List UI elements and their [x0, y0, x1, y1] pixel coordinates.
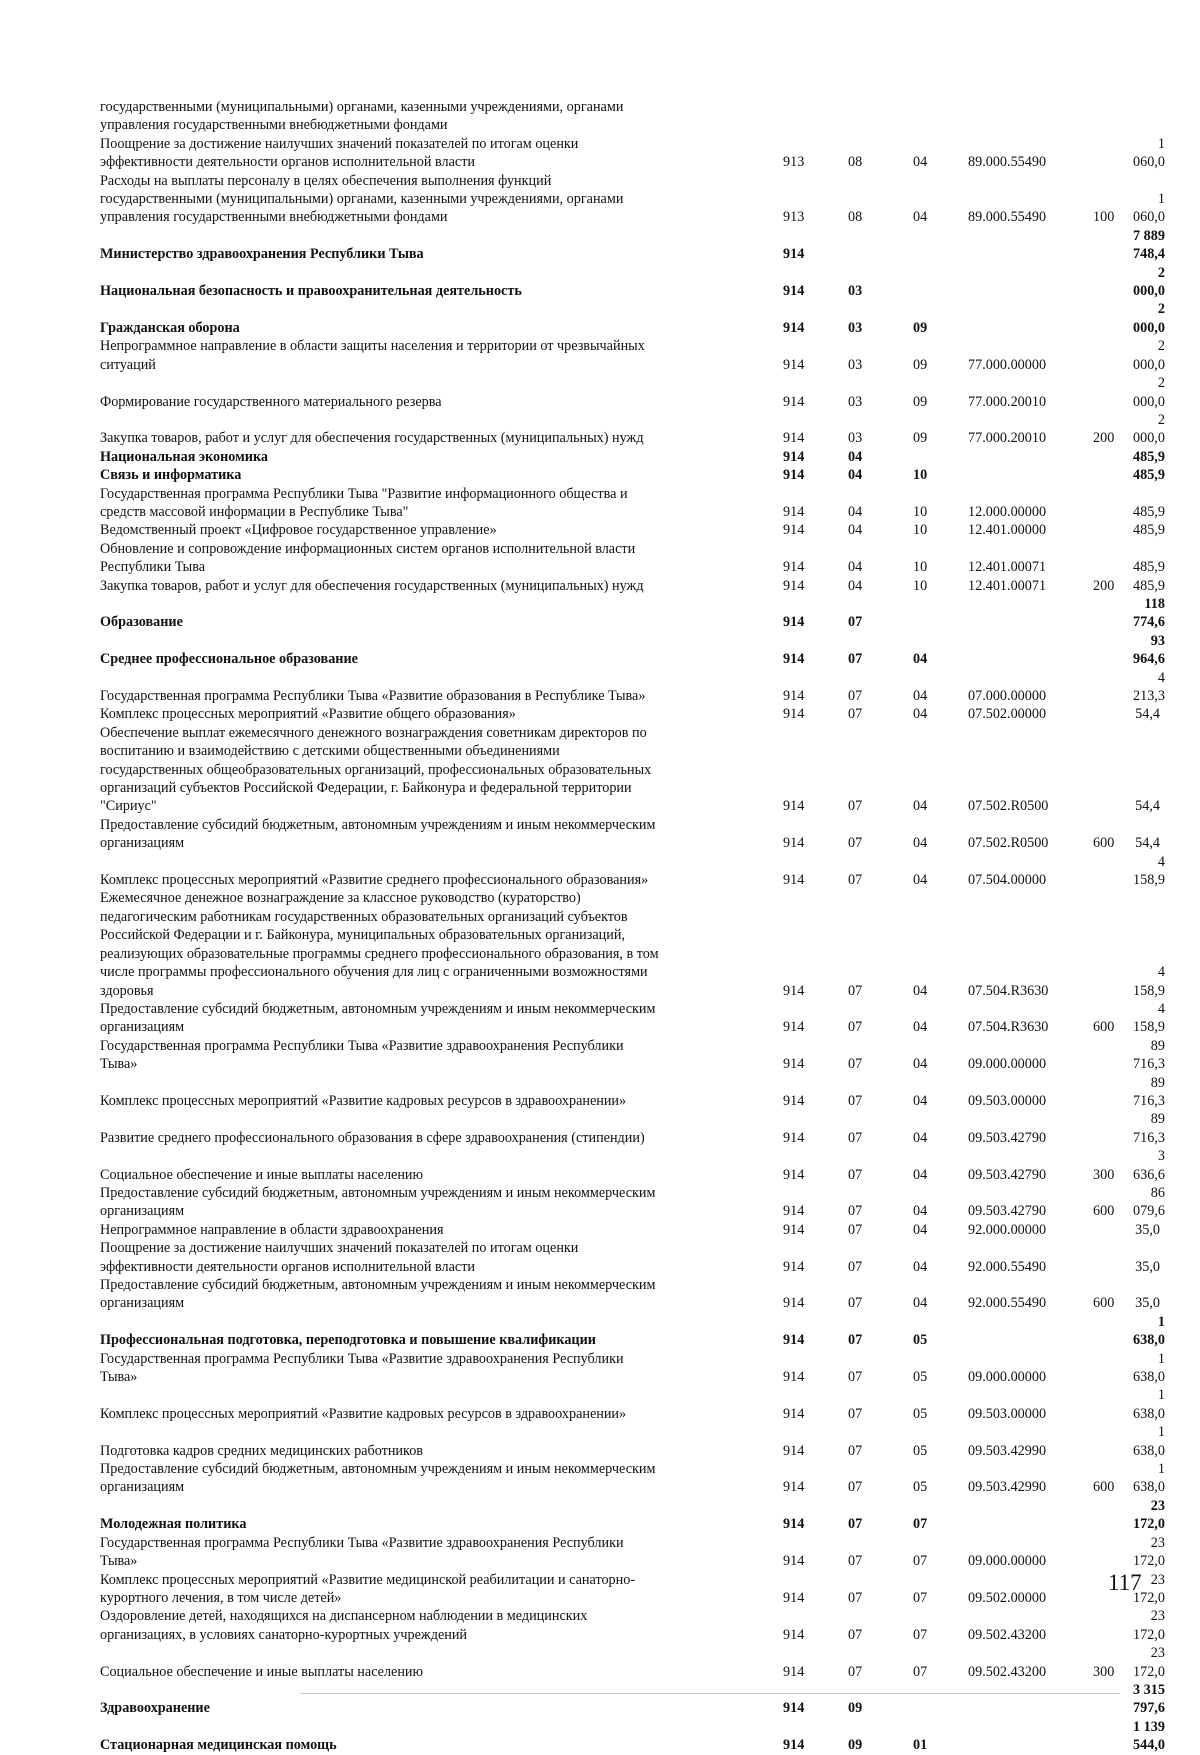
row-amount: 1 638,0 — [1133, 1350, 1165, 1386]
row-amount: 485,9 — [1133, 503, 1165, 520]
row-amount: 2 000,0 — [1133, 375, 1165, 410]
row-subsection-code: 10 — [913, 559, 928, 576]
row-section-code: 04 — [848, 577, 863, 594]
page-number: 117 — [1108, 1570, 1142, 1595]
table-row — [100, 724, 1160, 816]
row-ved-code: 914 — [783, 503, 805, 520]
row-amount: 89 716,3 — [1133, 1111, 1165, 1146]
row-amount: 35,0 — [1135, 1295, 1160, 1312]
table-row — [100, 1644, 1165, 1681]
row-name: Стационарная медицинская помощь — [100, 1737, 337, 1754]
row-target-article: 09.502.43200 — [968, 1663, 1047, 1680]
row-amount: 1 638,0 — [1133, 1313, 1165, 1349]
row-ved-code: 914 — [783, 1369, 805, 1386]
row-name: Расходы на выплаты персоналу в целях обеспечения выполнения функций государственными (муниципальными) органами, казенными учреждениями, органами управления государственными внебюджетными фондами — [100, 172, 624, 226]
row-subsection-code: 05 — [913, 1369, 928, 1386]
row-ved-code: 914 — [783, 1295, 805, 1312]
row-subsection-code: 07 — [913, 1516, 928, 1533]
row-target-article: 09.502.00000 — [968, 1589, 1047, 1606]
row-section-code: 09 — [848, 1700, 863, 1717]
row-target-article: 09.503.42990 — [968, 1442, 1047, 1459]
row-target-article: 89.000.55490 — [968, 209, 1047, 226]
row-ved-code: 914 — [783, 1589, 805, 1606]
row-target-article: 12.401.00071 — [968, 559, 1047, 576]
row-subsection-code: 04 — [913, 1129, 928, 1146]
row-amount: 4 158,9 — [1133, 964, 1165, 999]
row-section-code: 07 — [848, 1166, 863, 1183]
row-ved-code: 914 — [783, 1553, 805, 1570]
row-section-code: 04 — [848, 522, 863, 539]
row-name: Предоставление субсидий бюджетным, автономным учреждениям и иным некоммерческим организациям — [100, 1184, 656, 1220]
row-name: Комплекс процессных мероприятий «Развитие кадровых ресурсов в здравоохранении» — [100, 1092, 627, 1109]
row-name: Предоставление субсидий бюджетным, автономным учреждениям и иным некоммерческим организациям — [100, 816, 656, 852]
row-subsection-code: 04 — [913, 1295, 928, 1312]
row-amount: 4 213,3 — [1133, 669, 1165, 704]
row-name: Ежемесячное денежное вознаграждение за классное руководство (кураторство) педагогическим работникам государственных образовательных организаций субъектов Российской Федерации и г. Байконура, муниципальных образовательных организаций, реализующих образовательные программы среднего профессионального образования, в том числе программы профессионального обучения для лиц с ограниченными возможностями здоровья — [100, 890, 659, 999]
row-target-article: 09.000.00000 — [968, 1553, 1047, 1570]
table-row — [100, 1534, 1165, 1571]
table-row — [100, 485, 1165, 522]
row-name: Оздоровление детей, находящихся на диспансерном наблюдении в медицинских организациях, в условиях санаторно-курортных учреждений — [100, 1608, 588, 1643]
table-row — [100, 337, 1165, 374]
row-ved-code: 914 — [783, 614, 805, 631]
row-section-code: 07 — [848, 1092, 863, 1109]
row-ved-code: 914 — [783, 577, 805, 594]
row-amount: 485,9 — [1133, 577, 1165, 594]
table-row — [100, 1497, 1165, 1534]
row-name: Комплекс процессных мероприятий «Развитие общего образования» — [100, 706, 516, 723]
row-name: Комплекс процессных мероприятий «Развитие медицинской реабилитации и санаторно-курортного лечения, в том числе детей» — [100, 1571, 636, 1606]
row-amount: 23 172,0 — [1133, 1497, 1165, 1533]
row-section-code: 04 — [848, 503, 863, 520]
table-row — [100, 816, 1160, 853]
row-target-article: 92.000.55490 — [968, 1295, 1047, 1312]
row-section-code: 07 — [848, 872, 863, 889]
row-subsection-code: 10 — [913, 503, 928, 520]
row-name: Закупка товаров, работ и услуг для обеспечения государственных (муниципальных) нужд — [100, 430, 644, 447]
row-target-article: 12.401.00071 — [968, 577, 1047, 594]
row-name: Национальная безопасность и правоохранительная деятельность — [100, 283, 522, 300]
row-amount: 2 000,0 — [1133, 301, 1165, 336]
row-amount: 89 716,3 — [1133, 1037, 1165, 1073]
row-target-article: 77.000.20010 — [968, 393, 1047, 410]
row-amount: 4 158,9 — [1133, 853, 1165, 889]
row-ved-code: 914 — [783, 1626, 805, 1643]
row-subsection-code: 04 — [913, 651, 928, 668]
row-amount: 3 636,6 — [1133, 1148, 1165, 1183]
table-row — [100, 1681, 1165, 1718]
row-subsection-code: 04 — [913, 209, 928, 226]
row-expense-type: 100 — [1093, 209, 1115, 226]
row-amount: 2 000,0 — [1133, 264, 1165, 300]
row-target-article: 07.502.R0500 — [968, 835, 1049, 852]
row-ved-code: 913 — [783, 154, 805, 171]
table-row — [100, 227, 1165, 264]
row-section-code: 07 — [848, 1626, 863, 1643]
row-amount: 23 172,0 — [1133, 1571, 1165, 1606]
row-amount: 118 774,6 — [1133, 595, 1165, 631]
table-row — [100, 1350, 1165, 1387]
row-section-code: 07 — [848, 1663, 863, 1680]
table-row — [100, 1221, 1160, 1239]
row-amount: 35,0 — [1135, 1258, 1160, 1275]
row-ved-code: 914 — [783, 1203, 805, 1220]
table-row — [100, 540, 1165, 577]
row-subsection-code: 09 — [913, 393, 928, 410]
table-row — [100, 1000, 1165, 1037]
row-section-code: 07 — [848, 798, 863, 815]
table-row — [100, 595, 1165, 632]
row-section-code: 07 — [848, 835, 863, 852]
row-ved-code: 914 — [783, 430, 805, 447]
row-section-code: 03 — [848, 283, 863, 300]
row-target-article: 09.502.43200 — [968, 1626, 1047, 1643]
row-ved-code: 914 — [783, 1332, 805, 1349]
row-name: Закупка товаров, работ и услуг для обеспечения государственных (муниципальных) нужд — [100, 577, 644, 594]
table-row — [100, 1571, 1165, 1608]
row-section-code: 03 — [848, 393, 863, 410]
row-subsection-code: 04 — [913, 1092, 928, 1109]
table-row — [100, 1386, 1165, 1423]
row-ved-code: 914 — [783, 467, 805, 484]
table-row — [100, 1460, 1165, 1497]
table-row — [100, 889, 1165, 999]
row-name: Подготовка кадров средних медицинских работников — [100, 1442, 423, 1459]
row-target-article: 07.504.R3630 — [968, 982, 1049, 999]
row-section-code: 04 — [848, 559, 863, 576]
row-ved-code: 914 — [783, 982, 805, 999]
row-target-article: 09.503.42790 — [968, 1166, 1047, 1183]
row-ved-code: 914 — [783, 1700, 805, 1717]
row-expense-type: 600 — [1093, 1203, 1115, 1220]
row-name: Гражданская оборона — [100, 319, 240, 336]
row-section-code: 07 — [848, 1442, 863, 1459]
table-row — [100, 1184, 1165, 1221]
row-expense-type: 600 — [1093, 1479, 1115, 1496]
row-name: Государственная программа Республики Тыва «Развитие здравоохранения Республики Тыва» — [100, 1350, 624, 1386]
row-name: Обеспечение выплат ежемесячного денежного вознаграждения советникам директоров по воспитанию и взаимодействию с детскими общественными объединениями государственных общеобразовательных организаций, профессиональных образовательных организаций субъектов Российской Федерации, г. Байконура и федеральной территории "Сириус" — [100, 724, 652, 815]
row-name: Молодежная политика — [100, 1516, 247, 1533]
row-section-code: 04 — [848, 467, 863, 484]
row-subsection-code: 09 — [913, 356, 928, 373]
table-row — [100, 521, 1165, 539]
row-amount: 93 964,6 — [1133, 632, 1165, 668]
row-expense-type: 600 — [1093, 1295, 1115, 1312]
row-amount: 485,9 — [1133, 467, 1165, 484]
row-expense-type: 300 — [1093, 1166, 1115, 1183]
row-section-code: 08 — [848, 209, 863, 226]
row-name: Министерство здравоохранения Республики Тыва — [100, 246, 424, 263]
row-section-code: 07 — [848, 1258, 863, 1275]
row-name: Профессиональная подготовка, переподготовка и повышение квалификации — [100, 1332, 596, 1349]
row-amount: 4 158,9 — [1133, 1000, 1165, 1036]
row-section-code: 03 — [848, 430, 863, 447]
row-target-article: 09.503.42990 — [968, 1479, 1047, 1496]
row-ved-code: 914 — [783, 688, 805, 704]
row-target-article: 77.000.00000 — [968, 356, 1047, 373]
row-ved-code: 914 — [783, 1405, 805, 1422]
row-section-code: 07 — [848, 1553, 863, 1570]
row-ved-code: 914 — [783, 798, 805, 815]
table-row — [100, 264, 1165, 301]
row-section-code: 07 — [848, 614, 863, 631]
row-name: Здравоохранение — [100, 1700, 210, 1717]
row-target-article: 09.503.42790 — [968, 1129, 1047, 1146]
row-ved-code: 914 — [783, 1092, 805, 1109]
table-row — [100, 705, 1160, 723]
row-section-code: 09 — [848, 1737, 863, 1754]
row-target-article: 07.504.00000 — [968, 872, 1047, 889]
row-section-code: 07 — [848, 1332, 863, 1349]
row-name: Комплекс процессных мероприятий «Развитие среднего профессионального образования» — [100, 872, 649, 889]
table-row — [100, 448, 1165, 466]
row-subsection-code: 07 — [913, 1626, 928, 1643]
row-name: Государственная программа Республики Тыва «Развитие здравоохранения Республики Тыва» — [100, 1037, 624, 1073]
row-section-code: 07 — [848, 1369, 863, 1386]
row-subsection-code: 04 — [913, 1056, 928, 1073]
row-amount: 54,4 — [1135, 798, 1160, 815]
row-ved-code: 914 — [783, 522, 805, 539]
row-target-article: 07.502.R0500 — [968, 798, 1049, 815]
row-subsection-code: 04 — [913, 798, 928, 815]
row-section-code: 07 — [848, 1019, 863, 1036]
row-subsection-code: 05 — [913, 1479, 928, 1496]
row-amount: 1 139 544,0 — [1133, 1718, 1165, 1754]
row-section-code: 07 — [848, 1516, 863, 1533]
row-subsection-code: 04 — [913, 1221, 928, 1238]
row-subsection-code: 04 — [913, 1019, 928, 1036]
row-amount: 54,4 — [1135, 706, 1160, 723]
table-row — [100, 1037, 1165, 1074]
row-amount: 485,9 — [1133, 559, 1165, 576]
row-subsection-code: 05 — [913, 1332, 928, 1349]
row-subsection-code: 07 — [913, 1589, 928, 1606]
row-ved-code: 914 — [783, 319, 805, 336]
row-name: Комплекс процессных мероприятий «Развитие кадровых ресурсов в здравоохранении» — [100, 1405, 627, 1422]
row-target-article: 09.503.00000 — [968, 1405, 1047, 1422]
row-section-code: 08 — [848, 154, 863, 171]
row-expense-type: 200 — [1093, 430, 1115, 447]
row-ved-code: 914 — [783, 1479, 805, 1496]
row-expense-type: 600 — [1093, 1019, 1115, 1036]
row-ved-code: 914 — [783, 1056, 805, 1073]
row-section-code: 07 — [848, 1203, 863, 1220]
row-section-code: 04 — [848, 448, 863, 465]
row-name: Предоставление субсидий бюджетным, автономным учреждениям и иным некоммерческим организациям — [100, 1277, 656, 1312]
row-ved-code: 914 — [783, 1516, 805, 1533]
row-name: Государственная программа Республики Тыва «Развитие образования в Республике Тыва» — [100, 688, 646, 704]
row-subsection-code: 07 — [913, 1553, 928, 1570]
row-amount: 1 638,0 — [1133, 1461, 1165, 1496]
row-amount: 1 060,0 — [1133, 135, 1165, 171]
row-ved-code: 914 — [783, 1663, 805, 1680]
row-name: Формирование государственного материального резерва — [100, 393, 442, 410]
row-ved-code: 914 — [783, 1166, 805, 1183]
row-amount: 1 060,0 — [1133, 191, 1165, 226]
row-section-code: 07 — [848, 982, 863, 999]
row-subsection-code: 05 — [913, 1405, 928, 1422]
budget-table — [100, 98, 1165, 1755]
row-target-article: 12.401.00000 — [968, 522, 1047, 539]
row-ved-code: 914 — [783, 559, 805, 576]
row-ved-code: 914 — [783, 283, 805, 300]
row-ved-code: 914 — [783, 706, 805, 723]
row-ved-code: 914 — [783, 872, 805, 889]
row-target-article: 92.000.00000 — [968, 1221, 1047, 1238]
row-ved-code: 914 — [783, 1442, 805, 1459]
row-amount: 485,9 — [1133, 448, 1165, 465]
table-row — [100, 1074, 1165, 1111]
row-amount: 2 000,0 — [1133, 411, 1165, 447]
row-subsection-code: 04 — [913, 154, 928, 171]
row-section-code: 03 — [848, 319, 863, 336]
row-subsection-code: 07 — [913, 1663, 928, 1680]
row-name: Развитие среднего профессионального образования в сфере здравоохранения (стипендии) — [100, 1129, 645, 1146]
row-section-code: 07 — [848, 1589, 863, 1606]
row-target-article: 92.000.55490 — [968, 1258, 1047, 1275]
row-section-code: 07 — [848, 688, 863, 704]
table-row — [100, 1147, 1165, 1184]
row-name: государственными (муниципальными) органами, казенными учреждениями, органами управления государственными внебюджетными фондами — [100, 99, 624, 134]
row-subsection-code: 04 — [913, 1258, 928, 1275]
row-subsection-code: 04 — [913, 872, 928, 889]
row-target-article: 09.000.00000 — [968, 1056, 1047, 1073]
table-row — [100, 1607, 1165, 1644]
row-subsection-code: 05 — [913, 1442, 928, 1459]
table-row — [100, 853, 1165, 890]
row-section-code: 03 — [848, 356, 863, 373]
row-ved-code: 914 — [783, 1129, 805, 1146]
row-amount: 23 172,0 — [1133, 1645, 1165, 1680]
row-subsection-code: 09 — [913, 319, 928, 336]
row-target-article: 07.504.R3630 — [968, 1019, 1049, 1036]
row-ved-code: 914 — [783, 651, 805, 668]
bottom-rule — [300, 1693, 1120, 1694]
table-row — [100, 1423, 1165, 1460]
row-section-code: 07 — [848, 1405, 863, 1422]
row-name: Поощрение за достижение наилучших значений показателей по итогам оценки эффективности деятельности органов исполнительной власти — [100, 135, 579, 171]
table-row — [100, 632, 1165, 669]
table-row — [100, 98, 1160, 135]
row-amount: 89 716,3 — [1133, 1074, 1165, 1109]
row-amount: 7 889 748,4 — [1133, 227, 1165, 263]
table-row — [100, 669, 1165, 706]
table-row — [100, 1313, 1165, 1350]
row-target-article: 09.503.42790 — [968, 1203, 1047, 1220]
table-row — [100, 172, 1165, 227]
row-name: Государственная программа Республики Тыва «Развитие здравоохранения Республики Тыва» — [100, 1534, 624, 1570]
row-name: Связь и информатика — [100, 467, 242, 484]
row-name: Образование — [100, 614, 183, 631]
row-ved-code: 914 — [783, 1221, 805, 1238]
row-section-code: 07 — [848, 1479, 863, 1496]
row-ved-code: 914 — [783, 393, 805, 410]
table-row — [100, 374, 1165, 411]
row-section-code: 07 — [848, 1221, 863, 1238]
row-amount: 23 172,0 — [1133, 1608, 1165, 1643]
table-row — [100, 466, 1165, 484]
row-target-article: 07.502.00000 — [968, 706, 1047, 723]
row-ved-code: 914 — [783, 835, 805, 852]
row-ved-code: 914 — [783, 1737, 805, 1754]
row-name: Непрограммное направление в области здравоохранения — [100, 1221, 444, 1238]
row-name: Государственная программа Республики Тыва "Развитие информационного общества и средств массовой информации в Республике Тыва" — [100, 485, 628, 520]
table-row — [100, 577, 1165, 595]
row-target-article: 09.000.00000 — [968, 1369, 1047, 1386]
row-amount: 23 172,0 — [1133, 1534, 1165, 1570]
row-name: Непрограммное направление в области защиты населения и территории от чрезвычайных ситуаций — [100, 338, 645, 373]
row-name: Предоставление субсидий бюджетным, автономным учреждениям и иным некоммерческим организациям — [100, 1000, 656, 1036]
row-subsection-code: 04 — [913, 835, 928, 852]
row-name: Социальное обеспечение и иные выплаты населению — [100, 1663, 424, 1680]
row-amount: 35,0 — [1135, 1221, 1160, 1238]
row-amount: 2 000,0 — [1133, 338, 1165, 373]
row-section-code: 07 — [848, 1129, 863, 1146]
row-name: Предоставление субсидий бюджетным, автономным учреждениям и иным некоммерческим организациям — [100, 1461, 656, 1496]
row-amount: 3 315 797,6 — [1133, 1681, 1165, 1717]
row-target-article: 89.000.55490 — [968, 154, 1047, 171]
table-row — [100, 300, 1165, 337]
row-amount: 1 638,0 — [1133, 1424, 1165, 1459]
row-name: Среднее профессиональное образование — [100, 651, 358, 668]
row-ved-code: 914 — [783, 448, 805, 465]
row-subsection-code: 04 — [913, 982, 928, 999]
row-target-article: 12.000.00000 — [968, 503, 1047, 520]
row-subsection-code: 10 — [913, 522, 928, 539]
row-subsection-code: 09 — [913, 430, 928, 447]
row-ved-code: 914 — [783, 1258, 805, 1275]
table-row — [100, 1276, 1160, 1313]
row-section-code: 07 — [848, 651, 863, 668]
row-amount: 485,9 — [1133, 522, 1165, 539]
row-ved-code: 914 — [783, 356, 805, 373]
row-subsection-code: 04 — [913, 1203, 928, 1220]
row-target-article: 07.000.00000 — [968, 688, 1047, 704]
table-row — [100, 1718, 1165, 1755]
table-row — [100, 1110, 1165, 1147]
table-row — [100, 1239, 1160, 1276]
row-name: Поощрение за достижение наилучших значений показателей по итогам оценки эффективности деятельности органов исполнительной власти — [100, 1240, 579, 1275]
row-subsection-code: 10 — [913, 577, 928, 594]
row-ved-code: 913 — [783, 209, 805, 226]
row-ved-code: 914 — [783, 1019, 805, 1036]
row-subsection-code: 04 — [913, 688, 928, 704]
row-name: Социальное обеспечение и иные выплаты населению — [100, 1166, 424, 1183]
table-row — [100, 135, 1165, 172]
row-subsection-code: 01 — [913, 1737, 928, 1754]
row-expense-type: 200 — [1093, 577, 1115, 594]
row-amount: 1 638,0 — [1133, 1387, 1165, 1422]
row-ved-code: 914 — [783, 246, 805, 263]
row-section-code: 07 — [848, 1056, 863, 1073]
row-amount: 86 079,6 — [1133, 1184, 1165, 1220]
row-amount: 54,4 — [1135, 835, 1160, 852]
row-expense-type: 600 — [1093, 835, 1115, 852]
row-subsection-code: 04 — [913, 706, 928, 723]
row-section-code: 07 — [848, 1295, 863, 1312]
row-subsection-code: 04 — [913, 1166, 928, 1183]
row-name: Национальная экономика — [100, 448, 269, 465]
row-name: Обновление и сопровождение информационных систем органов исполнительной власти Республики Тыва — [100, 540, 636, 576]
row-section-code: 07 — [848, 706, 863, 723]
row-name: Ведомственный проект «Цифровое государственное управление» — [100, 522, 497, 539]
row-target-article: 77.000.20010 — [968, 430, 1047, 447]
row-target-article: 09.503.00000 — [968, 1092, 1047, 1109]
row-expense-type: 300 — [1093, 1663, 1115, 1680]
row-subsection-code: 10 — [913, 467, 928, 484]
table-row — [100, 411, 1165, 448]
